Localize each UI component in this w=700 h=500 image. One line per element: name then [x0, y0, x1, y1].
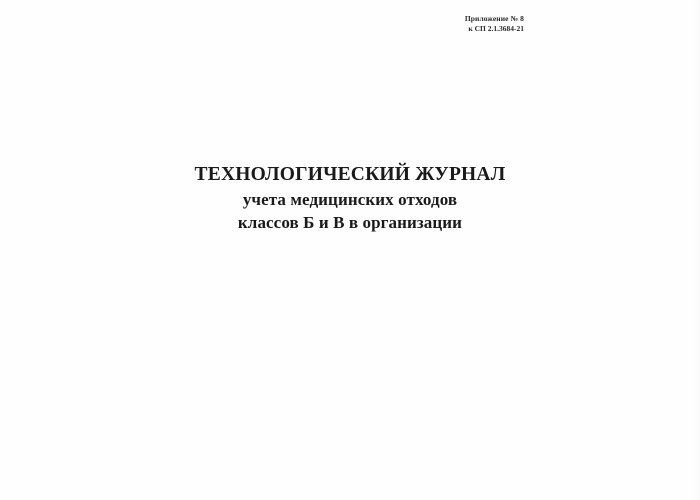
page-title: ТЕХНОЛОГИЧЕСКИЙ ЖУРНАЛ: [194, 164, 506, 185]
annex-regulation: к СП 2.1.3684-21: [468, 24, 524, 34]
document-title-block: [0, 163, 700, 235]
page-subtitle-line-1: учета медицинских отходов: [242, 190, 458, 209]
annex-number: Приложение № 8: [464, 14, 524, 23]
page-edge-shadow: [694, 0, 700, 500]
page-subtitle-line-2: классов Б и В в организации: [237, 213, 463, 233]
annex-reference: [465, 14, 524, 34]
